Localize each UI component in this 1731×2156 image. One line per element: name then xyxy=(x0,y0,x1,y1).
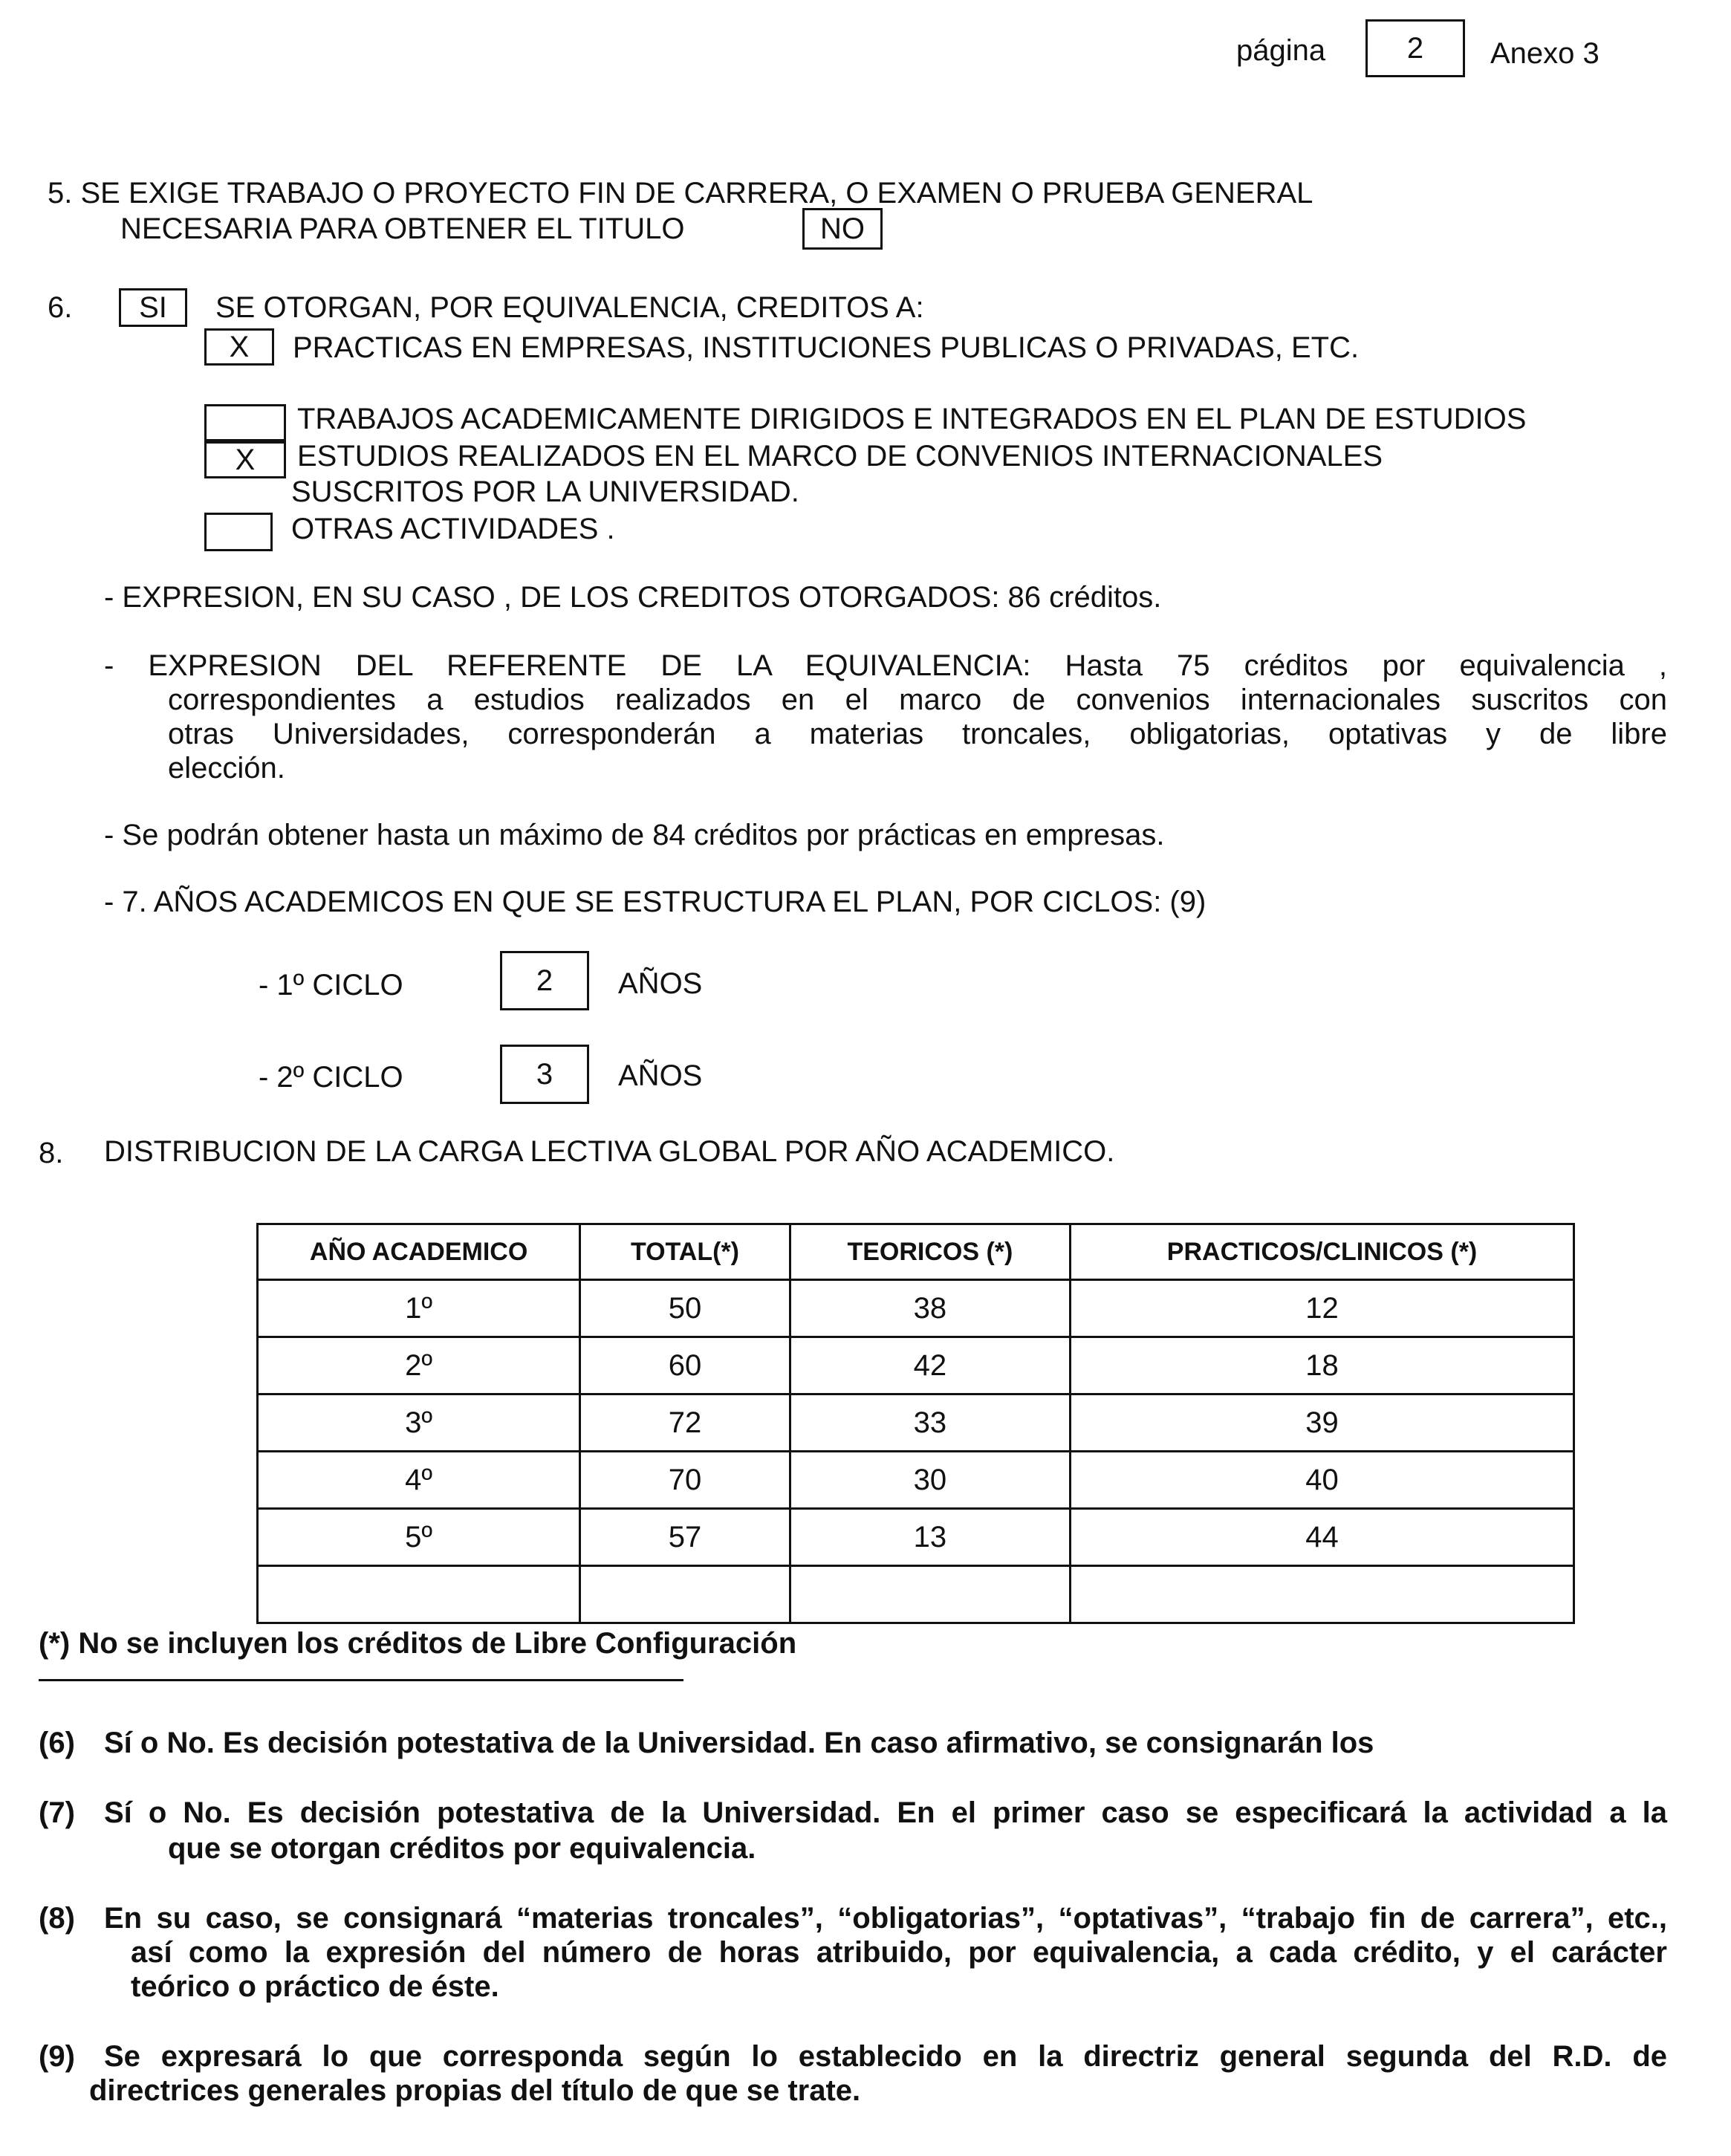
footnote-9-id: (9) xyxy=(39,2040,75,2073)
cell-practice: 39 xyxy=(1071,1394,1574,1452)
referente-line3: otras Universidades, corresponderán a materias troncales, obligatorias, optativas y de libre xyxy=(168,718,1667,750)
cell-theory: 38 xyxy=(790,1280,1070,1337)
referente-line2: correspondientes a estudios realizados en el marco de convenios internacionales suscritos con xyxy=(168,684,1667,716)
item6-answer-box: SI xyxy=(119,288,187,327)
cell-total: 57 xyxy=(580,1509,790,1566)
item5-line2: NECESARIA PARA OBTENER EL TITULO xyxy=(120,212,685,245)
cell-total: 60 xyxy=(580,1337,790,1394)
option-checkbox-4 xyxy=(204,513,273,551)
credit-distribution-table xyxy=(256,1223,1575,1624)
footnote-6-text: Sí o No. Es decisión potestativa de la Universidad. En caso afirmativo, se consignarán los xyxy=(104,1727,1374,1759)
practicas-empresas: - Se podrán obtener hasta un máximo de 84 créditos por prácticas en empresas. xyxy=(104,819,1165,851)
footnote-8-line3: teórico o práctico de éste. xyxy=(131,1970,499,2003)
footnote-9-line2: directrices generales propias del título de que se trate. xyxy=(89,2074,861,2107)
cell-practice xyxy=(1071,1566,1574,1623)
table-row xyxy=(258,1452,1574,1509)
cell-total: 50 xyxy=(580,1280,790,1337)
table-header-row xyxy=(258,1224,1574,1280)
cell-total xyxy=(580,1566,790,1623)
footnote-divider xyxy=(39,1679,683,1681)
page-number-box: 2 xyxy=(1365,19,1465,77)
page-label: página xyxy=(1236,34,1326,67)
table-row xyxy=(258,1394,1574,1452)
table-row xyxy=(258,1509,1574,1566)
cell-practice: 40 xyxy=(1071,1452,1574,1509)
item6-heading: SE OTORGAN, POR EQUIVALENCIA, CREDITOS A: xyxy=(215,291,924,324)
header-practice: PRACTICOS/CLINICOS (*) xyxy=(1071,1224,1574,1280)
cycle2-years-box: 3 xyxy=(500,1045,589,1104)
option-label-4: OTRAS ACTIVIDADES . xyxy=(291,513,615,545)
cycle1-years-box: 2 xyxy=(500,951,589,1010)
table-row xyxy=(258,1280,1574,1337)
footnote-8-id: (8) xyxy=(39,1902,75,1935)
referente-line4: elección. xyxy=(168,752,285,785)
item5-answer-box: NO xyxy=(802,208,883,250)
cycle1-unit: AÑOS xyxy=(618,967,703,1000)
option-checkbox-3: X xyxy=(204,441,286,478)
cycle2-label: - 2º CICLO xyxy=(259,1061,403,1094)
footnote-7-line1: Sí o No. Es decisión potestativa de la Universidad. En el primer caso se especificará la actividad a la xyxy=(104,1796,1667,1829)
annex-label: Anexo 3 xyxy=(1490,37,1600,70)
cell-practice: 18 xyxy=(1071,1337,1574,1394)
cell-year: 3º xyxy=(258,1394,580,1452)
cell-theory xyxy=(790,1566,1070,1623)
cell-year: 1º xyxy=(258,1280,580,1337)
footnote-7-id: (7) xyxy=(39,1796,75,1829)
cell-total: 72 xyxy=(580,1394,790,1452)
item8-number: 8. xyxy=(39,1137,64,1169)
option-label-3: ESTUDIOS REALIZADOS EN EL MARCO DE CONVENIOS INTERNACIONALES xyxy=(297,440,1383,473)
cell-theory: 30 xyxy=(790,1452,1070,1509)
cell-year xyxy=(258,1566,580,1623)
cell-year: 5º xyxy=(258,1509,580,1566)
footnote-8-line2: así como la expresión del número de horas atribuido, por equivalencia, a cada crédito, y el carácter xyxy=(131,1936,1667,1969)
item7-heading: - 7. AÑOS ACADEMICOS EN QUE SE ESTRUCTURA EL PLAN, POR CICLOS: (9) xyxy=(104,886,1206,918)
footnote-6-id: (6) xyxy=(39,1727,75,1759)
expresion-creditos: - EXPRESION, EN SU CASO , DE LOS CREDITOS OTORGADOS: 86 créditos. xyxy=(104,581,1162,614)
cycle1-label: - 1º CICLO xyxy=(259,969,403,1001)
referente-line1: - EXPRESION DEL REFERENTE DE LA EQUIVALENCIA: Hasta 75 créditos por equivalencia , xyxy=(104,649,1667,682)
footnote-9-line1: Se expresará lo que corresponda según lo establecido en la directriz general segunda del R.D. de xyxy=(104,2040,1667,2073)
table-note: (*) No se incluyen los créditos de Libre Configuración xyxy=(39,1627,797,1660)
cell-year: 2º xyxy=(258,1337,580,1394)
footnote-7-line2: que se otorgan créditos por equivalencia. xyxy=(168,1832,756,1865)
cell-practice: 12 xyxy=(1071,1280,1574,1337)
item8-heading: DISTRIBUCION DE LA CARGA LECTIVA GLOBAL POR AÑO ACADEMICO. xyxy=(104,1135,1115,1168)
option-label-3-cont: SUSCRITOS POR LA UNIVERSIDAD. xyxy=(291,475,799,508)
cell-total: 70 xyxy=(580,1452,790,1509)
table-row xyxy=(258,1337,1574,1394)
cell-practice: 44 xyxy=(1071,1509,1574,1566)
header-year: AÑO ACADEMICO xyxy=(258,1224,580,1280)
option-checkbox-2 xyxy=(204,404,286,441)
cell-theory: 13 xyxy=(790,1509,1070,1566)
cell-theory: 33 xyxy=(790,1394,1070,1452)
header-theory: TEORICOS (*) xyxy=(790,1224,1070,1280)
option-label-2: TRABAJOS ACADEMICAMENTE DIRIGIDOS E INTEGRADOS EN EL PLAN DE ESTUDIOS xyxy=(297,403,1527,435)
option-label-1: PRACTICAS EN EMPRESAS, INSTITUCIONES PUBLICAS O PRIVADAS, ETC. xyxy=(293,331,1360,364)
option-checkbox-1: X xyxy=(204,328,274,366)
footnote-8-line1: En su caso, se consignará “materias troncales”, “obligatorias”, “optativas”, “trabajo fin de carrera”, etc., xyxy=(104,1902,1667,1935)
table-row-empty xyxy=(258,1566,1574,1623)
item5-line1: 5. SE EXIGE TRABAJO O PROYECTO FIN DE CARRERA, O EXAMEN O PRUEBA GENERAL xyxy=(48,177,1313,210)
cell-theory: 42 xyxy=(790,1337,1070,1394)
cell-year: 4º xyxy=(258,1452,580,1509)
header-total: TOTAL(*) xyxy=(580,1224,790,1280)
item6-number: 6. xyxy=(48,291,73,324)
cycle2-unit: AÑOS xyxy=(618,1059,703,1092)
